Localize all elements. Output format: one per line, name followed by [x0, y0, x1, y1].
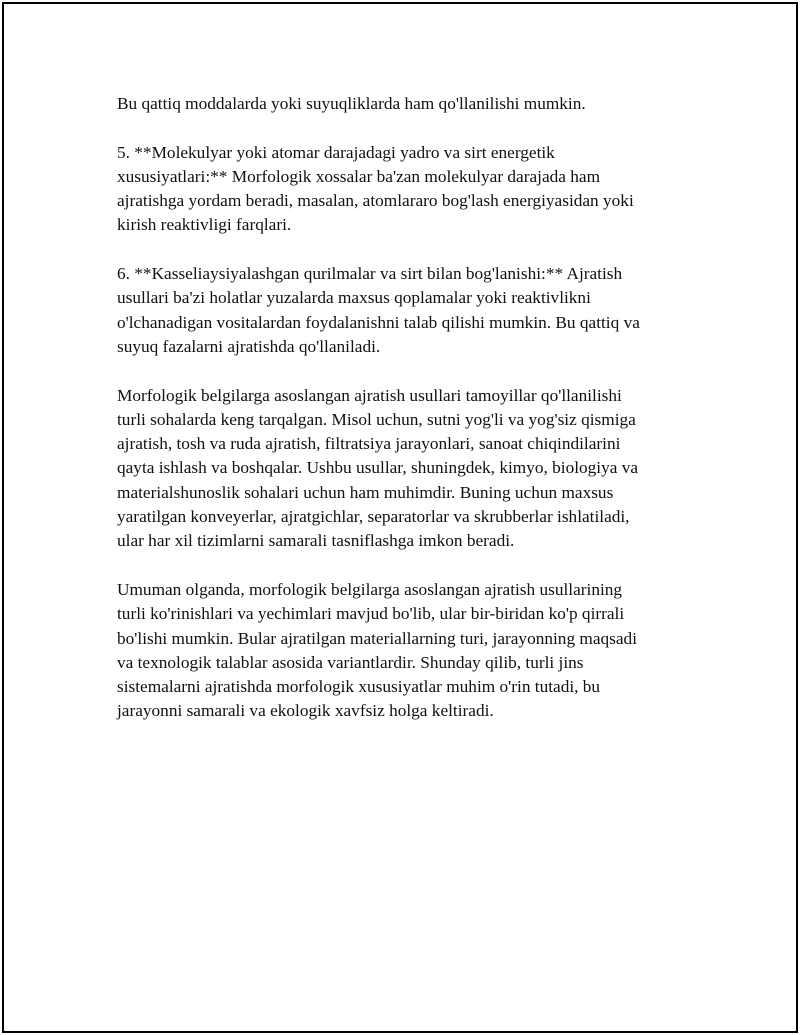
- paragraph-item-5: 5. **Molekulyar yoki atomar darajadagi yadro va sirt energetik xususiyatlari:** Morfologik xossalar ba'zan molekulyar darajada ham ajratishga yordam beradi, masalan, atomlararo bog'lash energiyasidan yoki kirish reaktivligi farqlari.: [117, 142, 634, 235]
- paragraph-intro: Bu qattiq moddalarda yoki suyuqliklarda ham qo'llanilishi mumkin.: [117, 94, 586, 113]
- paragraph-applications: Morfologik belgilarga asoslangan ajratish usullari tamoyillar qo'llanilishi turli sohalarda keng tarqalgan. Misol uchun, sutni yog'li va yog'siz qismiga ajratish, tosh va ruda ajratish, filtratsiya jarayonlari, sanoat chiqindilarini qayta ishlash va boshqalar. Ushbu usullar, shuningdek, kimyo, biologiya va materialshunoslik sohalari uchun ham muhimdir. Buning uchun maxsus yaratilgan konveyerlar, ajratgichlar, separatorlar va skrubberlar ishlatiladi, ular har xil tizimlarni samarali tasniflashga imkon beradi.: [117, 385, 639, 551]
- paragraph-item-6: 6. **Kasseliaysiyalashgan qurilmalar va sirt bilan bog'lanishi:** Ajratish usullari ba'zi holatlar yuzalarda maxsus qoplamalar yoki reaktivlikni o'lchanadigan vositalardan foydalanishni talab qilishi mumkin. Bu qattiq va suyuq fazalarni ajratishda qo'llaniladi.: [117, 264, 640, 356]
- document-body: [117, 92, 697, 748]
- paragraph-conclusion: Umuman olganda, morfologik belgilarga asoslangan ajratish usullarining turli ko'rinishlari va yechimlari mavjud bo'lib, ular bir-biridan ko'p qirrali bo'lishi mumkin. Bular ajratilgan materiallarning turi, jarayonning maqsadi va texnologik talablar asosida variantlardir. Shunday qilib, turli jins sistemalarni ajratishda morfologik xususiyatlar muhim o'rin tutadi, bu jarayonni samarali va ekologik xavfsiz holga keltiradi.: [117, 579, 637, 721]
